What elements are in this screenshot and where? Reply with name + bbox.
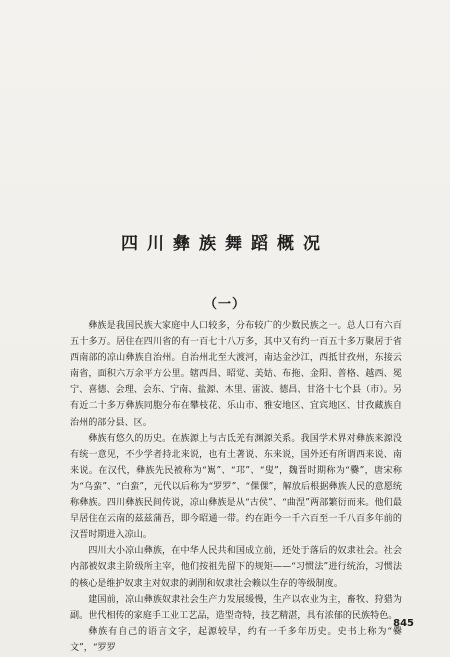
paragraph: 建国前，凉山彝族奴隶社会生产力发展缓慢，生产以农业为主，畜牧、狩猎为副。世代相传的家庭手工业工艺品，造型奇特，技艺精湛，具有浓郁的民族特色。 [70, 594, 402, 621]
paragraph: 四川大小凉山彝族，在中华人民共和国成立前，还处于落后的奴隶社会。社会内部被奴隶主阶级所主宰，他们按祖先留下的规矩——“习惯法”进行统治，习惯法的核心是维护奴隶主对奴隶的剥削和奴隶社会赖以生存的等级制度。 [70, 546, 402, 589]
document-title: 四川彝族舞蹈概况 [121, 234, 329, 254]
paragraph: 彝族是我国民族大家庭中人口较多，分布较广的少数民族之一。总人口有六百五十多万。居住在四川省的有一百七十八万多，其中又有约一百五十多万聚居于省西南部的凉山彝族自治州。自治州北至大渡河，南达金沙江，西抵甘孜州，东接云南省，面积六万余平方公里。辖西昌、昭觉、美姑、布拖、金阳、普格、越西、冕宁、喜德、会理、会东、宁南、盐源、木里、雷波、德昌、甘洛十七个县（市）。另有近二十多万彝族同胞分布在攀枝花、乐山市、雅安地区、宜宾地区、甘孜藏族自治州的部分县、区。 [70, 321, 402, 428]
section-heading: （一） [203, 297, 246, 312]
page-number: 845 [393, 618, 414, 629]
paragraph: 彝族有自己的语言文字，起源较早，约有一千多年历史。史书上称为“爨文”，“罗罗 [70, 626, 402, 653]
body-text [70, 318, 402, 656]
paragraph: 彝族有悠久的历史。在族源上与古氐羌有渊源关系。我国学术界对彝族来源没有统一意见，不少学者持北来说，也有土著说、东来说，国外还有所谓西来说、南来说。在汉代，彝族先民被称为“嶲”、“邛”、“叟”，魏晋时期称为“爨”，唐宋称为“乌蛮”、“白蛮”，元代以后称为“罗罗”、“倮倮”，解放后根据彝族人民的意愿统称彝族。四川彝族民间传说，凉山彝族是从“古侯”、“曲涅”两部繁衍而来。他们最早居住在云南的兹兹蒲吾，即今昭通一带。约在距今一千六百至一千八百多年前的汉晋时期进入凉山。 [70, 433, 402, 541]
